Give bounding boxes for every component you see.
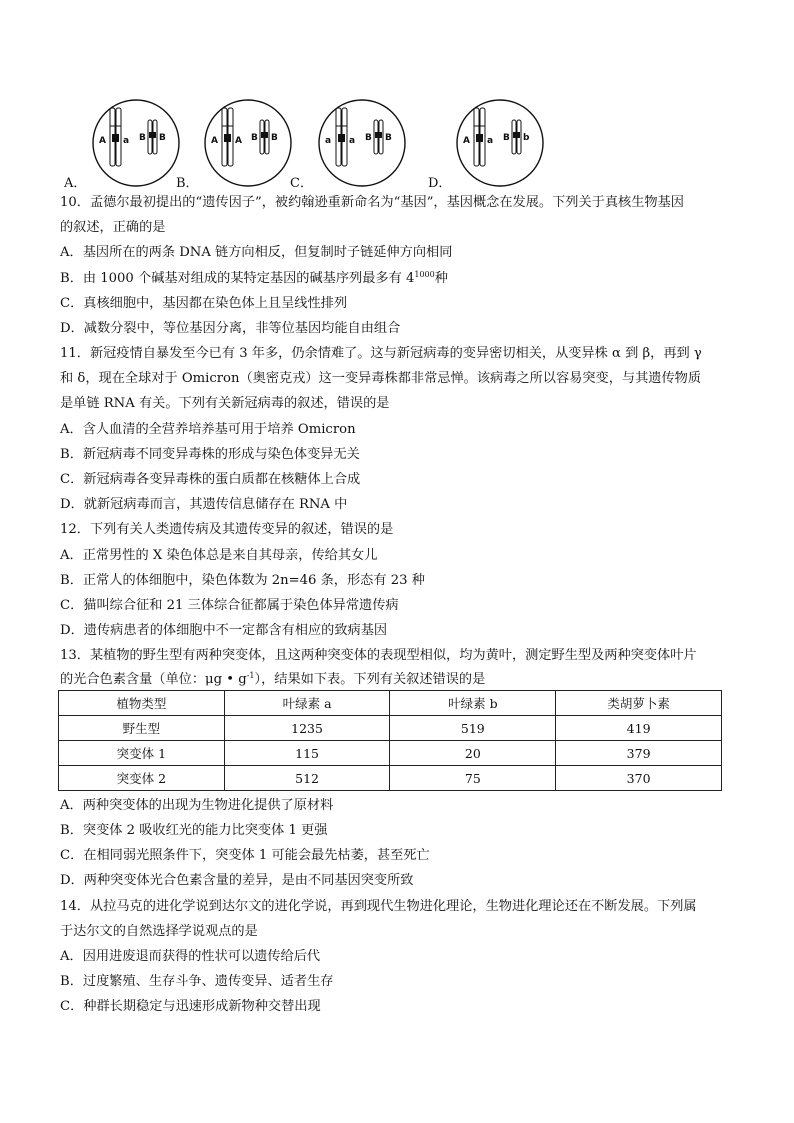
figure-option-letter: B． [176,176,199,191]
question-13-option: B．突变体 2 吸收红光的能力比突变体 1 更强 [60,823,328,838]
question-14-option: A．因用进废退而获得的性状可以遗传给后代 [60,949,321,964]
allele-label: B [271,133,278,143]
question-10-option: C．真核细胞中，基因都在染色体上且呈线性排列 [60,296,348,311]
table-cell: 419 [556,716,722,741]
question-14-stem: 14．从拉马克的进化学说到达尔文的进化学说，再到现代生物进化理论，生物进化理论还在不断发展。下列属 [60,899,697,914]
table-cell: 突变体 2 [59,766,225,791]
cell-diagram-c [316,96,416,190]
table-cell: 379 [556,741,722,766]
allele-label: a [325,136,332,146]
question-10-option: D．减数分裂中，等位基因分离，非等位基因均能自由组合 [60,321,401,336]
allele-label: b [523,133,530,143]
pigment-table [58,690,722,791]
allele-label: A [99,136,106,146]
table-cell: 519 [390,716,556,741]
question-11-stem: 和 δ，现在全球对于 Omicron（奥密克戎）这一变异毒株都非常忌惮。该病毒之所以容易突变，与其遗传物质 [60,371,702,386]
table-cell: 突变体 1 [59,741,225,766]
question-12-option: C．猫叫综合征和 21 三体综合征都属于染色体异常遗传病 [60,598,399,613]
question-12-option: B．正常人的体细胞中，染色体数为 2n=46 条，形态有 23 种 [60,573,425,588]
question-10-option [60,270,448,288]
question-13-option: A．两种突变体的出现为生物进化提供了原材料 [60,798,334,813]
table-row [59,766,722,791]
allele-label: B [139,133,146,143]
question-10-stem: 10．孟德尔最初提出的“遗传因子”，被约翰逊重新命名为“基因”，基因概念在发展。下列关于真核生物基因 [60,195,684,210]
question-11-option: A．含人血清的全营养培养基可用于培养 Omicron [60,422,356,437]
question-11-option: C．新冠病毒各变异毒株的蛋白质都在核糖体上合成 [60,472,361,487]
question-14-stem: 于达尔文的自然选择学说观点的是 [60,924,258,939]
question-12-stem: 12．下列有关人类遗传病及其遗传变异的叙述，错误的是 [60,522,394,537]
question-14-option: C．种群长期稳定与迅速形成新物种交替出现 [60,999,321,1014]
table-cell: 370 [556,766,722,791]
figure-option-letter: C． [290,176,313,191]
figure-option-letter: A． [64,176,87,191]
allele-label: a [123,136,130,146]
cell-diagram-a [90,96,190,190]
table-cell: 野生型 [59,716,225,741]
allele-label: B [365,133,372,143]
question-12-option: D．遗传病患者的体细胞中不一定都含有相应的致病基因 [60,623,388,638]
question-10-stem: 的叙述，正确的是 [60,220,166,235]
table-row [59,716,722,741]
allele-label: A [211,136,218,146]
question-14-option: B．过度繁殖、生存斗争、遗传变异、适者生存 [60,974,334,989]
question-13-stem: 13．某植物的野生型有两种突变体，且这两种突变体的表现型相似，均为黄叶，测定野生型及两种突变体叶片 [60,648,697,663]
table-cell: 1235 [224,716,390,741]
option-text-tail: 种 [434,271,448,286]
exponent: 1000 [414,270,435,279]
allele-label: B [251,133,258,143]
question-11-option: D．就新冠病毒而言，其遗传信息储存在 RNA 中 [60,497,348,512]
question-11-stem: 11．新冠疫情自暴发至今已有 3 年多，仍余情难了。这与新冠病毒的变异密切相关，从变异株 α 到 β，再到 γ [60,346,702,361]
allele-label: a [349,136,356,146]
figure-option-letter: D． [428,176,452,191]
question-13-stem [60,671,485,689]
cell-diagram-d [454,96,554,190]
table-cell: 115 [224,741,390,766]
allele-label: B [385,133,392,143]
allele-label: a [487,136,494,146]
table-cell: 20 [390,741,556,766]
allele-label: B [503,133,510,143]
table-header-row [59,691,722,716]
table-header: 叶绿素 a [224,691,390,716]
allele-label: A [463,136,470,146]
table-cell: 512 [224,766,390,791]
allele-label: B [159,133,166,143]
question-13-option: C．在相同弱光照条件下，突变体 1 可能会最先枯萎，甚至死亡 [60,848,430,863]
table-header: 植物类型 [59,691,225,716]
exponent: -1 [246,671,255,680]
allele-label: A [235,136,242,146]
question-10-option: A．基因所在的两条 DNA 链方向相反，但复制时子链延伸方向相同 [60,245,453,260]
question-13-option: D．两种突变体光合色素含量的差异，是由不同基因突变所致 [60,873,414,888]
question-12-option: A．正常男性的 X 染色体总是来自其母亲，传给其女儿 [60,548,378,563]
stem-text-tail: ），结果如下表。下列有关叙述错误的是 [254,672,486,687]
table-header: 类胡萝卜素 [556,691,722,716]
table-header: 叶绿素 b [390,691,556,716]
question-11-stem: 是单链 RNA 有关。下列有关新冠病毒的叙述，错误的是 [60,396,390,411]
question-11-option: B．新冠病毒不同变异毒株的形成与染色体变异无关 [60,447,360,462]
table-cell: 75 [390,766,556,791]
stem-text: 的光合色素含量（单位：μg • g [60,672,247,687]
cell-diagram-b [202,96,302,190]
cell-diagram-options [60,96,760,190]
table-row [59,741,722,766]
option-text: B．由 1000 个碱基对组成的某特定基因的碱基序列最多有 4 [60,271,415,286]
